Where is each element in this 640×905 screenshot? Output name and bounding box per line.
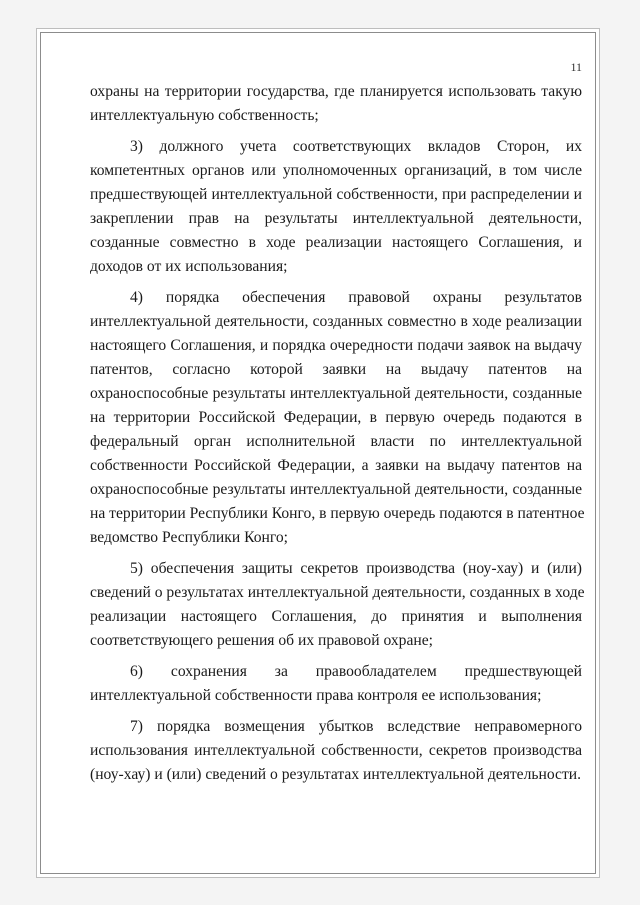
- text-line: доходов от их использования;: [90, 258, 288, 275]
- text-line: собственности Российской Федерации, а заявки на выдачу патентов на: [90, 457, 582, 474]
- list-item-4-start: 4) порядка обеспечения правовой охраны результатов: [130, 289, 582, 306]
- text-line: сведений о результатах интеллектуальной деятельности, созданных в ходе: [90, 584, 585, 601]
- list-item-5-start: 5) обеспечения защиты секретов производства (ноу-хау) и (или): [130, 560, 582, 577]
- text-line: закреплении прав на результаты интеллектуальной деятельности,: [90, 210, 582, 227]
- text-line: федеральный орган исполнительной власти по интеллектуальной: [90, 433, 582, 450]
- text-line: охраны на территории государства, где планируется использовать такую: [90, 83, 582, 100]
- page-number: 11: [570, 60, 582, 74]
- text-line: использования интеллектуальной собственности, секретов производства: [90, 742, 582, 759]
- text-line: патентов, согласно которой заявки на выдачу патентов на: [90, 361, 582, 378]
- text-line: охраноспособные результаты интеллектуальной деятельности, созданные: [90, 385, 582, 402]
- document-body: [90, 80, 585, 787]
- text-line: соответствующего решения об их правовой охране;: [90, 632, 433, 649]
- list-item-3-start: 3) должного учета соответствующих вкладов Сторон, их: [130, 138, 582, 155]
- text-line: созданные совместно в ходе реализации настоящего Соглашения, и: [90, 234, 582, 251]
- text-line: интеллектуальную собственность;: [90, 107, 319, 124]
- text-line: ведомство Республики Конго;: [90, 529, 289, 546]
- text-line: на территории Российской Федерации, в первую очередь подаются в: [90, 409, 582, 426]
- text-line: настоящего Соглашения, и порядка очередности подачи заявок на выдачу: [90, 337, 582, 354]
- list-item-6-start: 6) сохранения за правообладателем предшествующей: [130, 663, 582, 680]
- text-line: интеллектуальной деятельности, созданных совместно в ходе реализации: [90, 313, 582, 330]
- text-line: предшествующей интеллектуальной собственности, при распределении и: [90, 186, 582, 203]
- text-line: компетентных органов или уполномоченных организаций, в том числе: [90, 162, 582, 179]
- text-line: охраноспособные результаты интеллектуальной деятельности, созданные: [90, 481, 582, 498]
- text-line: реализации настоящего Соглашения, до принятия и выполнения: [90, 608, 582, 625]
- text-line: (ноу-хау) и (или) сведений о результатах интеллектуальной деятельности.: [90, 766, 582, 783]
- text-line: на территории Республики Конго, в первую очередь подаются в патентное: [90, 505, 585, 522]
- list-item-7-start: 7) порядка возмещения убытков вследствие неправомерного: [130, 718, 582, 735]
- text-line: интеллектуальной собственности права контроля ее использования;: [90, 687, 542, 704]
